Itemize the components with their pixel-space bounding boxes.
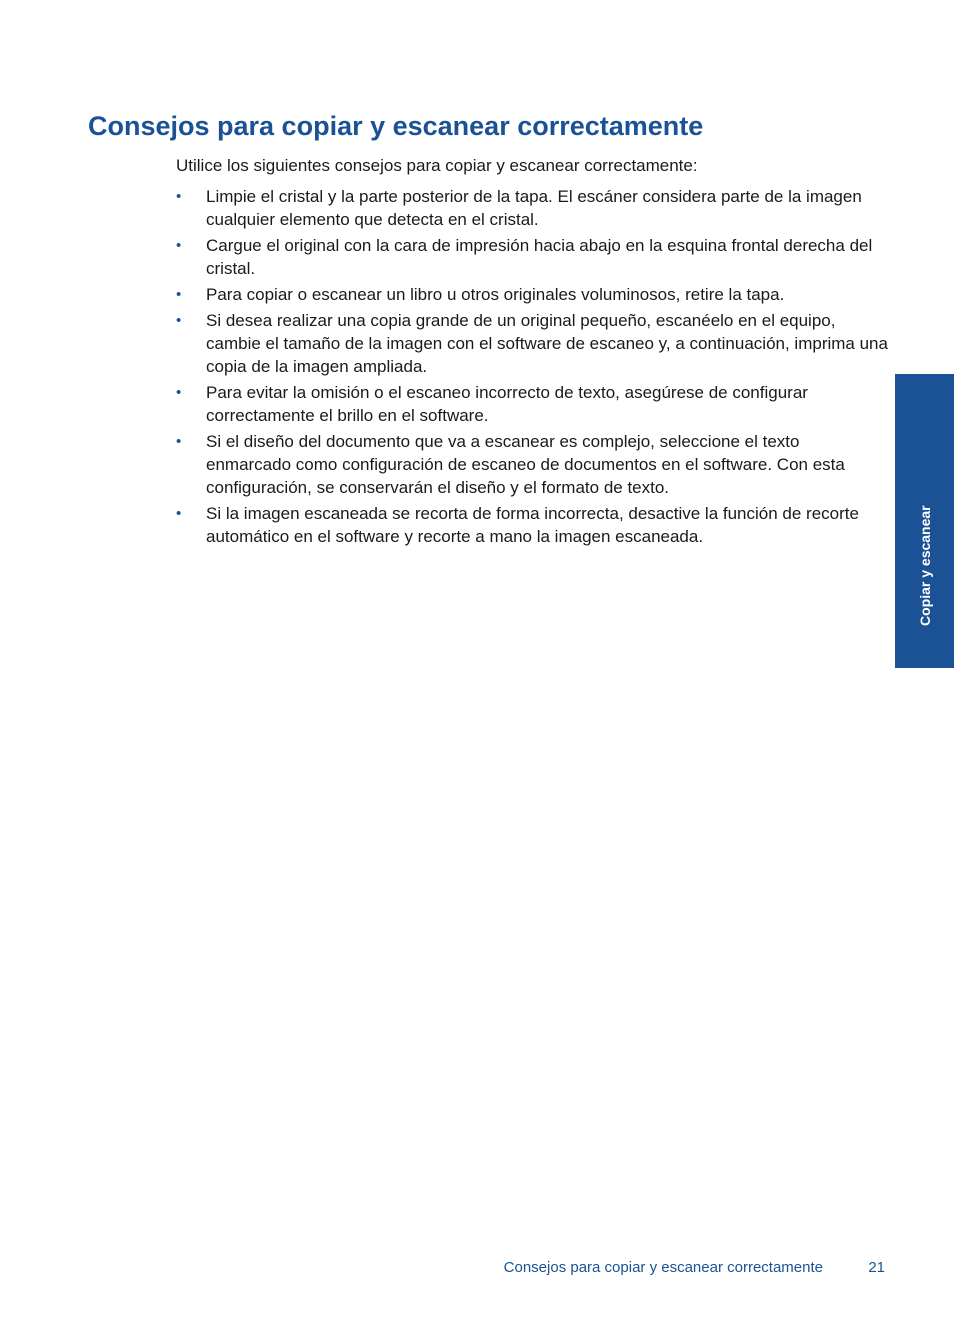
intro-paragraph: Utilice los siguientes consejos para copiar y escanear correctamente:: [176, 156, 698, 175]
bullet-icon: •: [176, 286, 182, 303]
list-item: [176, 502, 888, 548]
chapter-side-tab: [895, 374, 954, 668]
page-title: Consejos para copiar y escanear correctamente: [88, 111, 704, 141]
bullet-icon: •: [176, 237, 182, 254]
list-item: [176, 309, 888, 378]
list-item: [176, 185, 888, 231]
bullet-icon: •: [176, 312, 182, 329]
footer-section-title: Consejos para copiar y escanear correctamente: [503, 1259, 823, 1276]
list-item-text: Si la imagen escaneada se recorta de forma incorrecta, desactive la función de recorte automático en el software y recorte a mano la imagen escaneada.: [206, 504, 859, 546]
list-item-text: Cargue el original con la cara de impresión hacia abajo en la esquina frontal derecha del cristal.: [206, 236, 873, 278]
list-item-text: Limpie el cristal y la parte posterior de la tapa. El escáner considera parte de la imagen cualquier elemento que detecta en el cristal.: [206, 187, 862, 229]
list-item-text: Si el diseño del documento que va a escanear es complejo, seleccione el texto enmarcado como configuración de escaneo de documentos en el software. Con esta configuración, se conservarán el diseño y el formato de texto.: [206, 432, 845, 497]
list-item: [176, 283, 888, 306]
page-number: 21: [868, 1259, 885, 1276]
bullet-icon: •: [176, 188, 182, 205]
list-item: [176, 381, 888, 427]
chapter-side-tab-label: Copiar y escanear: [917, 505, 933, 626]
bullet-icon: •: [176, 433, 182, 450]
list-item: [176, 234, 888, 280]
list-item-text: Para evitar la omisión o el escaneo incorrecto de texto, asegúrese de configurar correctamente el brillo en el software.: [206, 383, 808, 425]
list-item-text: Para copiar o escanear un libro u otros originales voluminosos, retire la tapa.: [206, 285, 785, 304]
tips-list: [176, 185, 888, 551]
page-footer: [0, 1257, 885, 1279]
list-item: [176, 430, 888, 499]
bullet-icon: •: [176, 505, 182, 522]
list-item-text: Si desea realizar una copia grande de un original pequeño, escanéelo en el equipo, cambie el tamaño de la imagen con el software de escaneo y, a continuación, imprima una copia de la imagen ampliada.: [206, 311, 888, 376]
chapter-side-tab-label-box: [915, 460, 935, 660]
bullet-icon: •: [176, 384, 182, 401]
